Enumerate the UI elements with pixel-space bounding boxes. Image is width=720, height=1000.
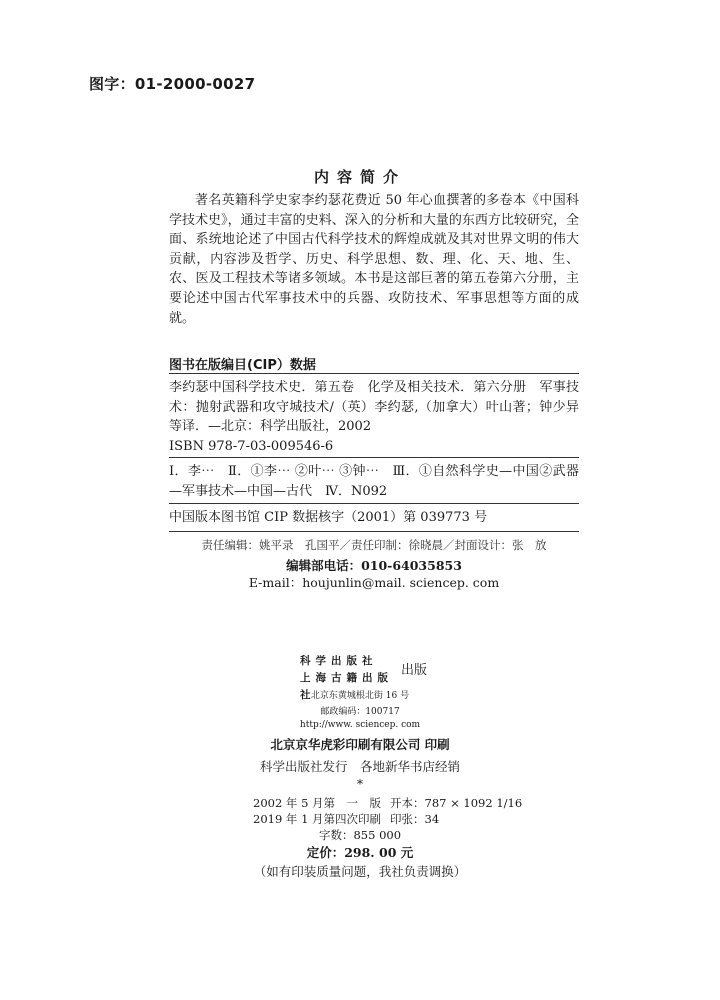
website: http://www. sciencep. com — [299, 720, 421, 730]
cip-class-rule — [169, 503, 579, 504]
first-edition: 2002 年 5 月第 一 版 — [253, 796, 382, 810]
distribution: 科学出版社发行 各地新华书店经销 — [259, 759, 460, 774]
printing: 2019 年 1 月第四次印刷 — [253, 812, 382, 826]
publisher-shanghai-guji: 上海古籍出版社 — [300, 672, 393, 701]
summary-body: 著名英籍科学史家李约瑟花费近 50 年心血撰著的多卷本《中国科学技术史》，通过丰富的史料、深入的分析和大量的东西方比较研究，全面、系统地论述了中国古代科学技术的辉煌成就及其对世界文明的伟大贡献，内容涉及哲学、历史、科学思想、数、理、化、天、地、生、农、医及工程技术等诸多领域。本书是这部巨著的第五卷第六分册，主要论述中国古代军事技术中的兵器、攻防技术、军事思想等方面的成就。 — [169, 193, 579, 326]
printing-row — [240, 811, 540, 827]
separator-asterisk: * — [356, 776, 364, 791]
cip-classification: Ⅰ．李⋯ Ⅱ．①李⋯ ②叶⋯ ③钟⋯ Ⅲ．①自然科学史—中国②武器—军事技术—中国—古代 Ⅳ．N092 — [169, 464, 579, 499]
postcode: 邮政编码：100717 — [320, 707, 400, 717]
sheets: 印张：34 — [390, 812, 440, 826]
format: 开本：787 × 1092 1/16 — [390, 796, 523, 810]
registration-number: 图字：01-2000-0027 — [89, 75, 256, 93]
summary-title: 内容简介 — [313, 168, 406, 186]
printer: 北京京华虎彩印刷有限公司 印刷 — [270, 737, 450, 752]
quality-note: （如有印装质量问题，我社负责调换） — [253, 864, 467, 879]
editorial-phone: 编辑部电话：010-64035853 — [286, 558, 462, 573]
edition-row — [240, 795, 540, 811]
cip-isbn-rule — [169, 457, 579, 458]
staff-credits: 责任编辑：姚平录 孔国平／责任印制：徐晓晨／封面设计：张 放 — [201, 538, 547, 552]
cip-bottom-rule — [169, 531, 579, 532]
publisher-address: 北京东黄城根北街 16 号 — [310, 691, 410, 701]
cip-top-rule — [169, 373, 579, 374]
cip-verification: 中国版本图书馆 CIP 数据核字（2001）第 039773 号 — [169, 510, 488, 525]
cip-record: 李约瑟中国科学技术史．第五卷 化学及相关技术．第六分册 军事技术：抛射武器和攻守城技术/（英）李约瑟,（加拿大）叶山著；钟少异等译．—北京：科学出版社，2002 — [169, 380, 579, 435]
editorial-email: E-mail：houjunlin@mail. sciencep. com — [248, 575, 500, 590]
publisher-science-press: 科学出版社 — [300, 655, 378, 667]
price: 定价：298. 00 元 — [306, 845, 414, 860]
cip-heading: 图书在版编目(CIP）数据 — [169, 358, 316, 373]
publisher-suffix: 出版 — [401, 663, 428, 678]
cip-isbn: ISBN 978-7-03-009546-6 — [169, 439, 334, 454]
word-count: 字数：855 000 — [318, 828, 402, 842]
